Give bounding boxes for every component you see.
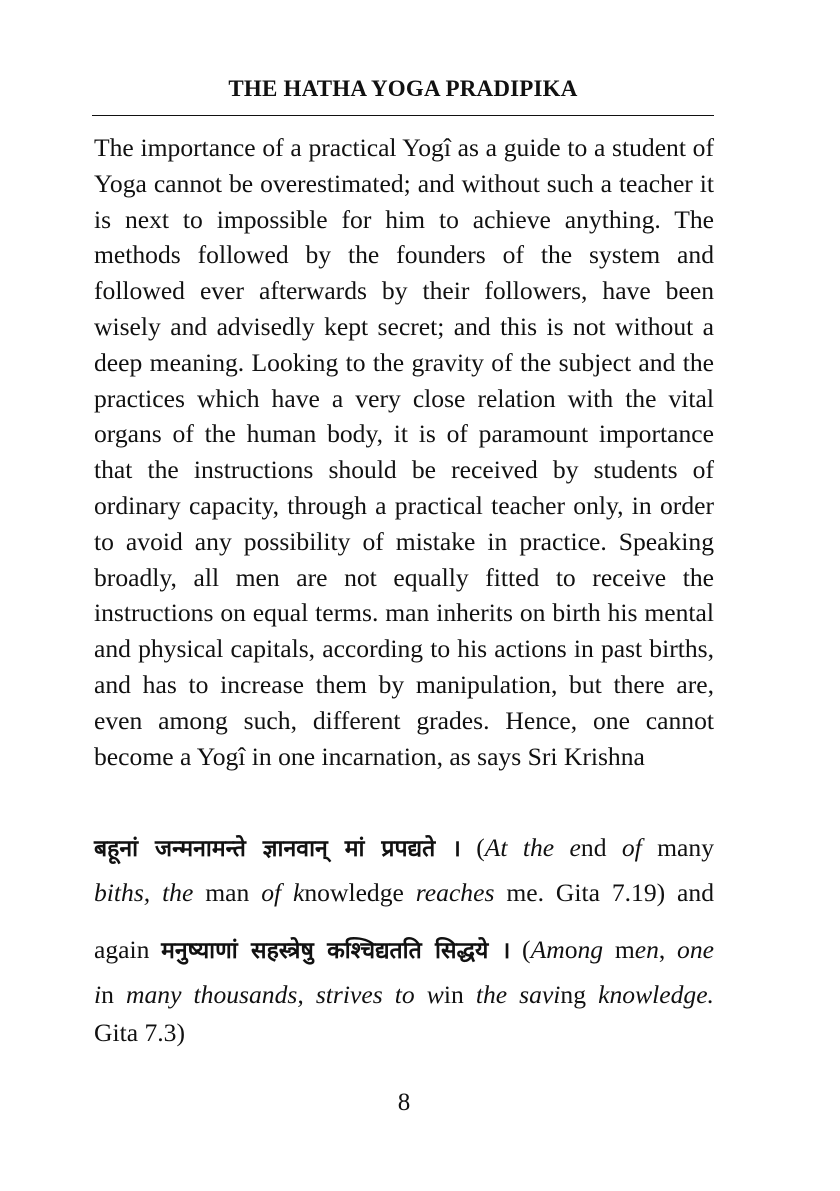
quote2-italic-e: i: [94, 980, 102, 1009]
quote2-roman-d: n: [101, 980, 127, 1009]
running-header: THE HATHA YOGA PRADIPIKA: [228, 76, 578, 101]
sanskrit-quote-2: मनुष्याणां सहस्त्रेषु कश्चिद्यतति सिद्धये ।: [161, 938, 511, 964]
quote2-roman-f: in: [443, 980, 476, 1009]
quote2-italic-a: Am: [530, 935, 565, 964]
quote1-roman-c: man: [193, 878, 262, 907]
quote2-roman-c: ,: [658, 935, 678, 964]
quote2-lead: again: [94, 935, 150, 964]
quote2-italic-b: ng: [577, 935, 615, 964]
body-paragraph: The importance of a practical Yogî as a guide to a student of Yoga cannot be overestimated; and without such a teacher it is next to impossible for him to achieve anything. The methods followed by the founders of the system and followed ever afterwards by their followers, have been wisely and advisedly kept secret; and this is not without a deep meaning. Looking to the gravity of the subject and the practices which have a very close relation with the vital organs of the human body, it is of paramount importance that the instructions should be received by students of ordinary capacity, through a practical teacher only, in order to avoid any possibility of mistake in practice. Speaking broadly, all men are not equally fitted to receive the instructions on equal terms. man inherits on birth his mental and physical capitals, according to his actions in past births, and has to increase them by manipulation, but there are, even among such, different grades. Hence, one cannot become a Yogî in one incarnation, as says Sri Krishna: [94, 133, 714, 771]
quote1-roman-d: nowledge: [304, 878, 416, 907]
quote2-italic-h: the savi: [475, 980, 561, 1009]
page-number: 8: [397, 1089, 411, 1116]
quote1-italic-d: of k: [261, 878, 305, 907]
quote-line-3: [94, 932, 714, 970]
quote2-italic-g: thousands, strives to w: [193, 980, 444, 1009]
quote2-roman-e: [181, 980, 193, 1009]
quote1-roman-a: nd: [580, 833, 622, 862]
quote2-italic-f: many: [126, 980, 182, 1009]
quote2-citation: Gita 7.3): [94, 1018, 185, 1047]
quote2-paren: (: [522, 935, 531, 964]
quote2-italic-c: en: [634, 935, 659, 964]
quote-line-2: [94, 875, 714, 911]
quote2-italic-i: knowledge.: [598, 980, 714, 1009]
sanskrit-quote-1: बहूनां जन्मनामन्ते ज्ञानवान् मां प्रपद्यते ।: [94, 836, 461, 862]
quote2-roman-a: o: [564, 935, 578, 964]
quote1-roman-b: many: [641, 833, 715, 862]
quote-line-5: [94, 1015, 714, 1051]
quote-line-1: [94, 830, 714, 868]
quote1-italic-c: biths, the: [94, 878, 194, 907]
quote1-paren: (: [476, 833, 485, 862]
quote2-roman-b: m: [614, 935, 635, 964]
quote2-italic-d: one: [677, 935, 714, 964]
quote1-italic-b: of: [621, 833, 642, 862]
quote1-italic-a: At the e: [484, 833, 581, 862]
quote2-roman-g: ng: [560, 980, 599, 1009]
header-rule: [92, 115, 714, 116]
quote1-citation: me. Gita 7.19) and: [494, 878, 715, 907]
quote1-italic-e: reaches: [415, 878, 495, 907]
quote-line-4: [94, 977, 714, 1013]
